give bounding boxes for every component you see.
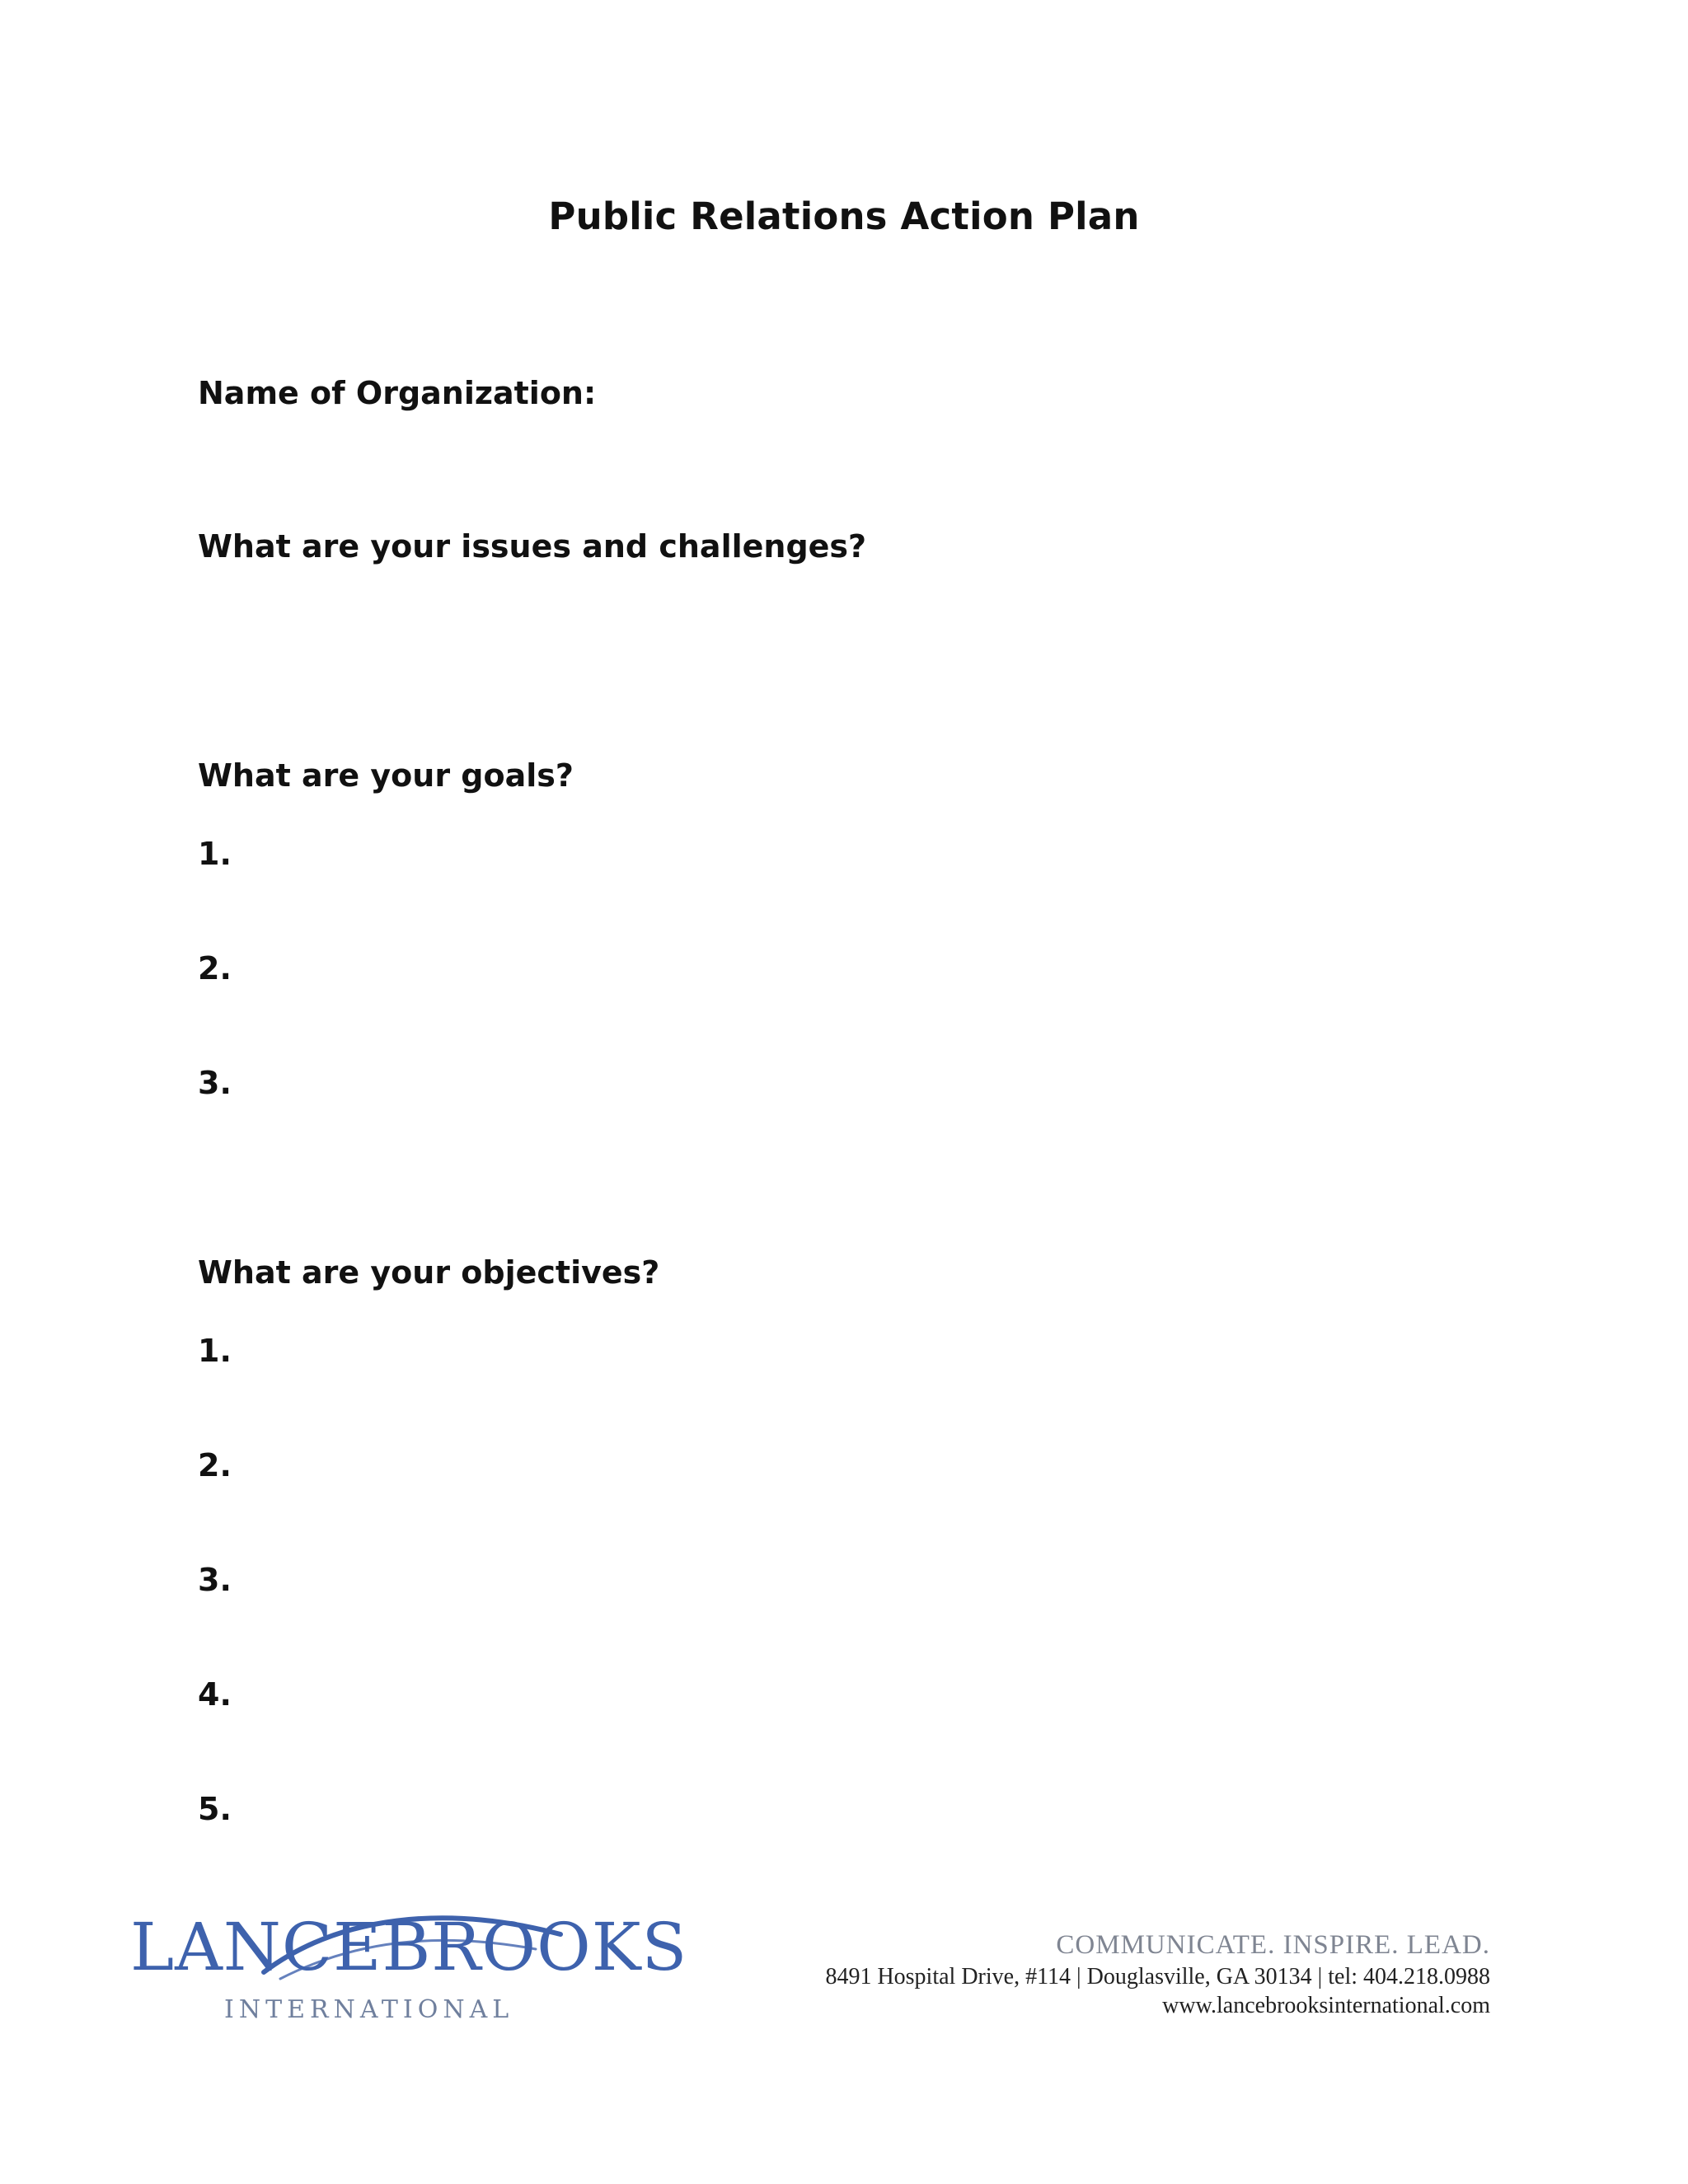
- logo-wordmark: LANCEBROOKS: [130, 1909, 688, 1985]
- org-name-label: Name of Organization:: [198, 375, 597, 411]
- issues-label: What are your issues and challenges?: [198, 528, 867, 565]
- objective-number-1: 1.: [198, 1333, 232, 1369]
- goal-number-3: 3.: [198, 1065, 232, 1101]
- tagline: COMMUNICATE. INSPIRE. LEAD.: [1056, 1930, 1490, 1960]
- goal-number-1: 1.: [198, 836, 232, 872]
- goals-label: What are your goals?: [198, 757, 574, 794]
- objective-number-2: 2.: [198, 1447, 232, 1483]
- objective-number-4: 4.: [198, 1676, 232, 1713]
- page-title: Public Relations Action Plan: [548, 194, 1140, 238]
- objective-number-3: 3.: [198, 1562, 232, 1598]
- objective-number-5: 5.: [198, 1791, 232, 1827]
- logo-subtext: INTERNATIONAL: [224, 1995, 514, 2024]
- website-link[interactable]: www.lancebrooksinternational.com: [1162, 1993, 1490, 2019]
- goal-number-2: 2.: [198, 950, 232, 987]
- objectives-label: What are your objectives?: [198, 1254, 660, 1291]
- footer-contact: [825, 1929, 1490, 2020]
- address: 8491 Hospital Drive, #114 | Douglasville, GA 30134 | tel: 404.218.0988: [825, 1964, 1490, 1990]
- company-logo: [124, 1900, 688, 2032]
